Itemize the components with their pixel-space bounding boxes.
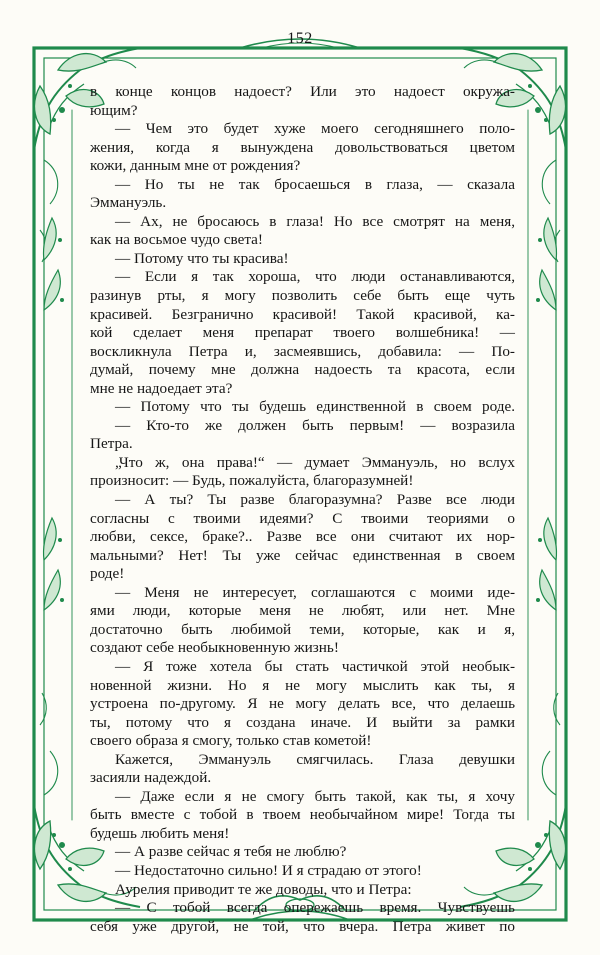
text-line: — Если я так хороша, что люди останавливаются, [115, 268, 515, 286]
text-line: согласны с твоими идеями? С твоими теориями о [90, 509, 515, 527]
text-line: ями люди, которые меня не любят, или нет. Мне [90, 602, 515, 620]
page-body [90, 83, 515, 936]
text-line: — Потому что ты красива! [115, 249, 289, 267]
text-line: „Что ж, она права!“ — думает Эммануэль, но вслух [115, 453, 515, 471]
text-line: — С тобой всегда опережаешь время. Чувствуешь [115, 899, 515, 917]
text-line: роде! [90, 565, 125, 583]
text-line: достаточно быть любимой теми, которые, как и я, [90, 620, 515, 638]
text-line: кожи, данным мне от рождения? [90, 157, 301, 175]
text-line: ющим? [90, 101, 138, 119]
text-line: — А разве сейчас я тебя не люблю? [115, 843, 347, 861]
text-line: быть вместе с тобой в твоем необычайном мире! Тогда ты [90, 806, 515, 824]
text-line: — Чем это будет хуже моего сегодняшнего поло- [115, 120, 515, 138]
text-line: своего образа я смогу, только став кометой! [90, 732, 372, 750]
text-line: мне не надоедает эта? [90, 379, 233, 397]
text-line: новенной жизни. Но я не могу мыслить как ты, я [90, 676, 515, 694]
text-line: — Кто-то же должен быть первым! — возразила [115, 416, 515, 434]
text-line: ты, потому что я создана иначе. И выйти за рамки [90, 713, 515, 731]
text-line: красивей. Безгранично красивой! Такой красивой, ка- [90, 305, 515, 323]
text-line: — Недостаточно сильно! И я страдаю от этого! [115, 861, 422, 879]
text-line: себя уже другой, не той, что вчера. Петра живет по [90, 917, 515, 935]
text-line: кой сделает меня препарат твоего волшебника! — [90, 324, 515, 342]
text-line: — Меня не интересует, соглашаются с моими иде- [115, 583, 515, 601]
text-line: — Даже если я не смогу быть такой, как ты, я хочу [115, 787, 515, 805]
text-line: создают себе необыкновенную жизнь! [90, 639, 339, 657]
text-line: как на восьмое чудо света! [90, 231, 263, 249]
text-line: любви, сексе, браке?.. Разве все они считают их нор- [90, 528, 515, 546]
text-line: — Ах, не бросаюсь в глаза! Но все смотрят на меня, [115, 212, 515, 230]
text-line: в конце концов надоест? Или это надоест окружа- [90, 83, 515, 100]
page-number: 152 [287, 30, 313, 47]
text-line: Аурелия приводит те же доводы, что и Петра: [115, 880, 412, 898]
text-line: произносит: — Будь, пожалуйста, благоразумней! [90, 472, 414, 490]
text-line: — Потому что ты будешь единственной в своем роде. [115, 398, 515, 416]
text-line: будешь любить меня! [90, 824, 230, 842]
text-line: мальными? Нет! Ты уже сейчас единственная в своем [90, 546, 515, 564]
text-line: засияли надеждой. [90, 769, 212, 787]
text-line: воскликнула Петра и, засмеявшись, добавила: — По- [90, 342, 515, 360]
text-line: устроена по-другому. Я не могу делать все, что делаешь [90, 695, 515, 713]
text-line: — Я тоже хотела бы стать частичкой этой необык- [115, 657, 515, 675]
text-line: Эммануэль. [90, 194, 167, 212]
text-line: Петра. [90, 435, 133, 453]
text-line: жения, когда я вынуждена довольствоваться цветом [90, 138, 515, 156]
text-line: разинув рты, я могу позволить себе быть еще чуть [90, 287, 515, 305]
text-line: думай, почему мне должна надоесть та красота, если [90, 361, 515, 379]
text-line: Кажется, Эммануэль смягчилась. Глаза девушки [115, 750, 515, 768]
text-line: — Но ты не так бросаешься в глаза, — сказала [115, 175, 515, 193]
text-line: — А ты? Ты разве благоразумна? Разве все люди [115, 491, 515, 509]
